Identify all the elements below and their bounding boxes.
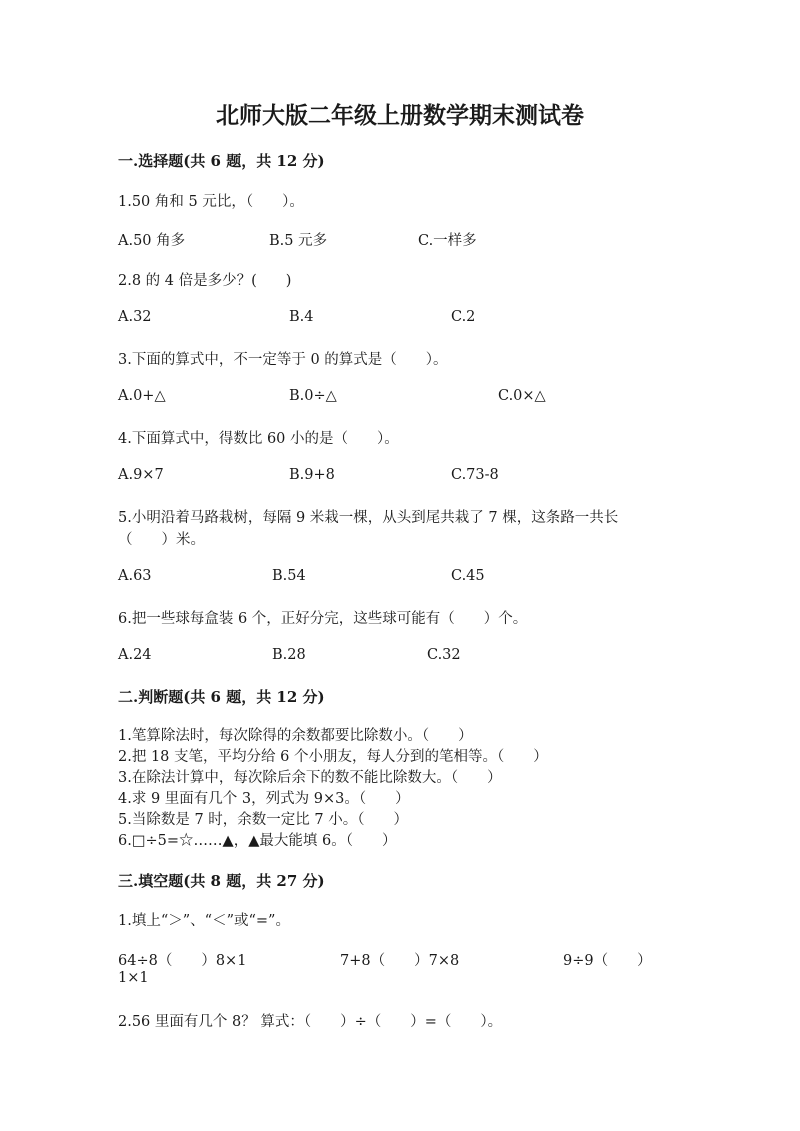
option-1c: C.一样多: [418, 233, 477, 249]
option-3c: C.0×△: [498, 388, 546, 404]
option-6b: B.28: [272, 647, 306, 663]
compare-item-3-wrap: 1×1: [118, 970, 149, 986]
option-2c: C.2: [451, 309, 476, 325]
option-4a: A.9×7: [118, 467, 164, 483]
section-heading-fill: 三.填空题(共 8 题，共 27 分): [118, 872, 325, 890]
question-2: 2.8 的 4 倍是多少？( ): [118, 273, 292, 289]
section-heading-choice: 一.选择题(共 6 题，共 12 分): [118, 152, 325, 170]
question-6: 6.把一些球每盒装 6 个，正好分完，这些球可能有（ ）个。: [118, 611, 528, 627]
option-6c: C.32: [427, 647, 461, 663]
option-1a: A.50 角多: [118, 233, 186, 249]
judge-item-5: 5.当除数是 7 时，余数一定比 7 小。（ ）: [118, 812, 408, 828]
fill-question-1: 1.填上“＞”、“＜”或“=”。: [118, 913, 290, 929]
judge-item-3: 3.在除法计算中，每次除后余下的数不能比除数大。（ ）: [118, 770, 502, 786]
question-3: 3.下面的算式中，不一定等于 0 的算式是（ ）。: [118, 352, 448, 368]
option-4c: C.73-8: [451, 467, 499, 483]
question-5-line1: 5.小明沿着马路栽树，每隔 9 米栽一棵，从头到尾共栽了 7 棵，这条路一共长: [118, 510, 619, 526]
question-1: 1.50 角和 5 元比，（ ）。: [118, 194, 304, 210]
compare-item-3: 9÷9（ ）: [563, 953, 652, 969]
option-5c: C.45: [451, 568, 485, 584]
page-title: 北师大版二年级上册数学期末测试卷: [216, 102, 584, 129]
option-1b: B.5 元多: [269, 233, 328, 249]
judge-item-4: 4.求 9 里面有几个 3，列式为 9×3。（ ）: [118, 791, 410, 807]
fill-question-2: 2.56 里面有几个 8？ 算式：（ ）÷（ ）=（ ）。: [118, 1014, 503, 1030]
option-4b: B.9+8: [289, 467, 335, 483]
option-2a: A.32: [118, 309, 152, 325]
judge-item-2: 2.把 18 支笔，平均分给 6 个小朋友，每人分到的笔相等。（ ）: [118, 749, 548, 765]
judge-item-6: 6.□÷5=☆……▲，▲最大能填 6。（ ）: [118, 833, 397, 849]
compare-item-2: 7+8（ ）7×8: [340, 953, 460, 969]
option-3a: A.0+△: [118, 388, 166, 404]
section-heading-judge: 二.判断题(共 6 题，共 12 分): [118, 688, 325, 706]
option-6a: A.24: [118, 647, 152, 663]
option-2b: B.4: [289, 309, 314, 325]
judge-item-1: 1.笔算除法时，每次除得的余数都要比除数小。（ ）: [118, 728, 473, 744]
option-3b: B.0÷△: [289, 388, 337, 404]
compare-item-1: 64÷8（ ）8×1: [118, 953, 247, 969]
question-4: 4.下面算式中，得数比 60 小的是（ ）。: [118, 431, 399, 447]
option-5a: A.63: [118, 568, 152, 584]
question-5-line2: （ ）米。: [118, 532, 205, 548]
option-5b: B.54: [272, 568, 306, 584]
